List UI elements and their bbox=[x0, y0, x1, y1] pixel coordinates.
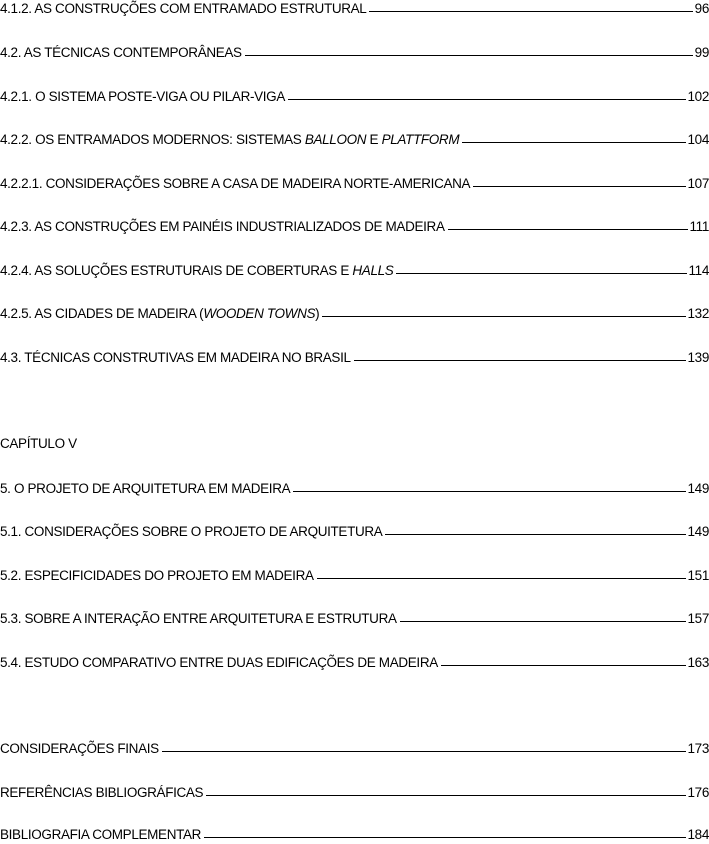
toc-entry-page: 149 bbox=[687, 524, 709, 539]
toc-entry-title: 4.2. AS TÉCNICAS CONTEMPORÂNEAS bbox=[0, 45, 242, 60]
toc-entry-title: 4.2.2.1. CONSIDERAÇÕES SOBRE A CASA DE MADEIRA NORTE-AMERICANA bbox=[0, 176, 471, 191]
dot-leader bbox=[162, 750, 686, 752]
toc-entry-bibliografia[interactable] bbox=[0, 826, 709, 844]
toc-entry-title: 4.2.4. AS SOLUÇÕES ESTRUTURAIS DE COBERTURAS E HALLS bbox=[0, 263, 394, 278]
toc-entry-page: 99 bbox=[694, 45, 709, 60]
toc-entry-4-3[interactable] bbox=[0, 349, 709, 367]
toc-entry-page: 151 bbox=[687, 568, 709, 583]
dot-leader bbox=[317, 577, 686, 579]
dot-leader bbox=[473, 185, 685, 187]
dot-leader bbox=[369, 10, 692, 12]
toc-entry-title: 5.4. ESTUDO COMPARATIVO ENTRE DUAS EDIFICAÇÕES DE MADEIRA bbox=[0, 655, 438, 670]
toc-entry-4-2[interactable] bbox=[0, 44, 709, 62]
toc-entry-title: 5.2. ESPECIFICIDADES DO PROJETO EM MADEIRA bbox=[0, 568, 314, 583]
toc-entry-page: 139 bbox=[687, 350, 709, 365]
toc-entry-4-2-3[interactable] bbox=[0, 218, 709, 236]
dot-leader bbox=[441, 664, 686, 666]
toc-entry-page: 107 bbox=[687, 176, 709, 191]
toc-entry-4-2-5[interactable] bbox=[0, 305, 709, 323]
toc-entry-5-2[interactable] bbox=[0, 567, 709, 585]
toc-entry-title: BIBLIOGRAFIA COMPLEMENTAR bbox=[0, 827, 202, 842]
dot-leader bbox=[204, 836, 685, 838]
toc-entry-5-4[interactable] bbox=[0, 654, 709, 672]
toc-entry-page: 163 bbox=[687, 655, 709, 670]
dot-leader bbox=[462, 141, 685, 143]
dot-leader bbox=[245, 54, 693, 56]
toc-entry-title: 5.3. SOBRE A INTERAÇÃO ENTRE ARQUITETURA E ESTRUTURA bbox=[0, 611, 397, 626]
dot-leader bbox=[293, 490, 685, 492]
dot-leader bbox=[385, 533, 685, 535]
toc-entry-5-1[interactable] bbox=[0, 523, 709, 541]
toc-entry-title: 5. O PROJETO DE ARQUITETURA EM MADEIRA bbox=[0, 481, 291, 496]
toc-entry-page: 157 bbox=[687, 611, 709, 626]
toc-entry-title: 4.2.5. AS CIDADES DE MADEIRA (WOODEN TOWNS) bbox=[0, 306, 320, 321]
toc-entry-title: 4.2.1. O SISTEMA POSTE-VIGA OU PILAR-VIGA bbox=[0, 89, 285, 104]
toc-entry-title: 4.2.2. OS ENTRAMADOS MODERNOS: SISTEMAS BALLOON E PLATTFORM bbox=[0, 132, 460, 147]
toc-entry-title: CONSIDERAÇÕES FINAIS bbox=[0, 741, 159, 756]
dot-leader bbox=[354, 359, 686, 361]
toc-entry-page: 173 bbox=[687, 741, 709, 756]
toc-entry-5-3[interactable] bbox=[0, 610, 709, 628]
dot-leader bbox=[322, 315, 685, 317]
dot-leader bbox=[400, 620, 686, 622]
toc-entry-page: 111 bbox=[689, 219, 709, 234]
dot-leader bbox=[206, 794, 685, 796]
toc-entry-consideracoes-finais[interactable] bbox=[0, 740, 709, 758]
toc-entry-5[interactable] bbox=[0, 480, 709, 498]
toc-entry-4-2-2[interactable] bbox=[0, 131, 709, 149]
toc-entry-referencias[interactable] bbox=[0, 784, 709, 802]
toc-entry-4-2-4[interactable] bbox=[0, 262, 709, 280]
toc-entry-4-1-2[interactable] bbox=[0, 0, 709, 18]
toc-entry-page: 96 bbox=[694, 1, 709, 16]
toc-entry-4-2-1[interactable] bbox=[0, 88, 709, 106]
toc-entry-page: 176 bbox=[687, 785, 709, 800]
toc-entry-page: 104 bbox=[687, 132, 709, 147]
dot-leader bbox=[448, 228, 688, 230]
toc-entry-page: 132 bbox=[687, 306, 709, 321]
toc-entry-title: REFERÊNCIAS BIBLIOGRÁFICAS bbox=[0, 785, 204, 800]
toc-entry-page: 114 bbox=[688, 263, 709, 278]
toc-entry-page: 184 bbox=[687, 827, 709, 842]
chapter-heading: CAPÍTULO V bbox=[0, 436, 77, 451]
dot-leader bbox=[288, 98, 686, 100]
toc-entry-title: 4.2.3. AS CONSTRUÇÕES EM PAINÉIS INDUSTRIALIZADOS DE MADEIRA bbox=[0, 219, 445, 234]
toc-entry-title: 5.1. CONSIDERAÇÕES SOBRE O PROJETO DE ARQUITETURA bbox=[0, 524, 383, 539]
toc-entry-4-2-2-1[interactable] bbox=[0, 175, 709, 193]
toc-entry-page: 149 bbox=[687, 481, 709, 496]
toc-entry-page: 102 bbox=[687, 89, 709, 104]
toc-entry-title: 4.1.2. AS CONSTRUÇÕES COM ENTRAMADO ESTRUTURAL bbox=[0, 1, 367, 16]
toc-entry-title: 4.3. TÉCNICAS CONSTRUTIVAS EM MADEIRA NO BRASIL bbox=[0, 350, 351, 365]
dot-leader bbox=[396, 272, 686, 274]
